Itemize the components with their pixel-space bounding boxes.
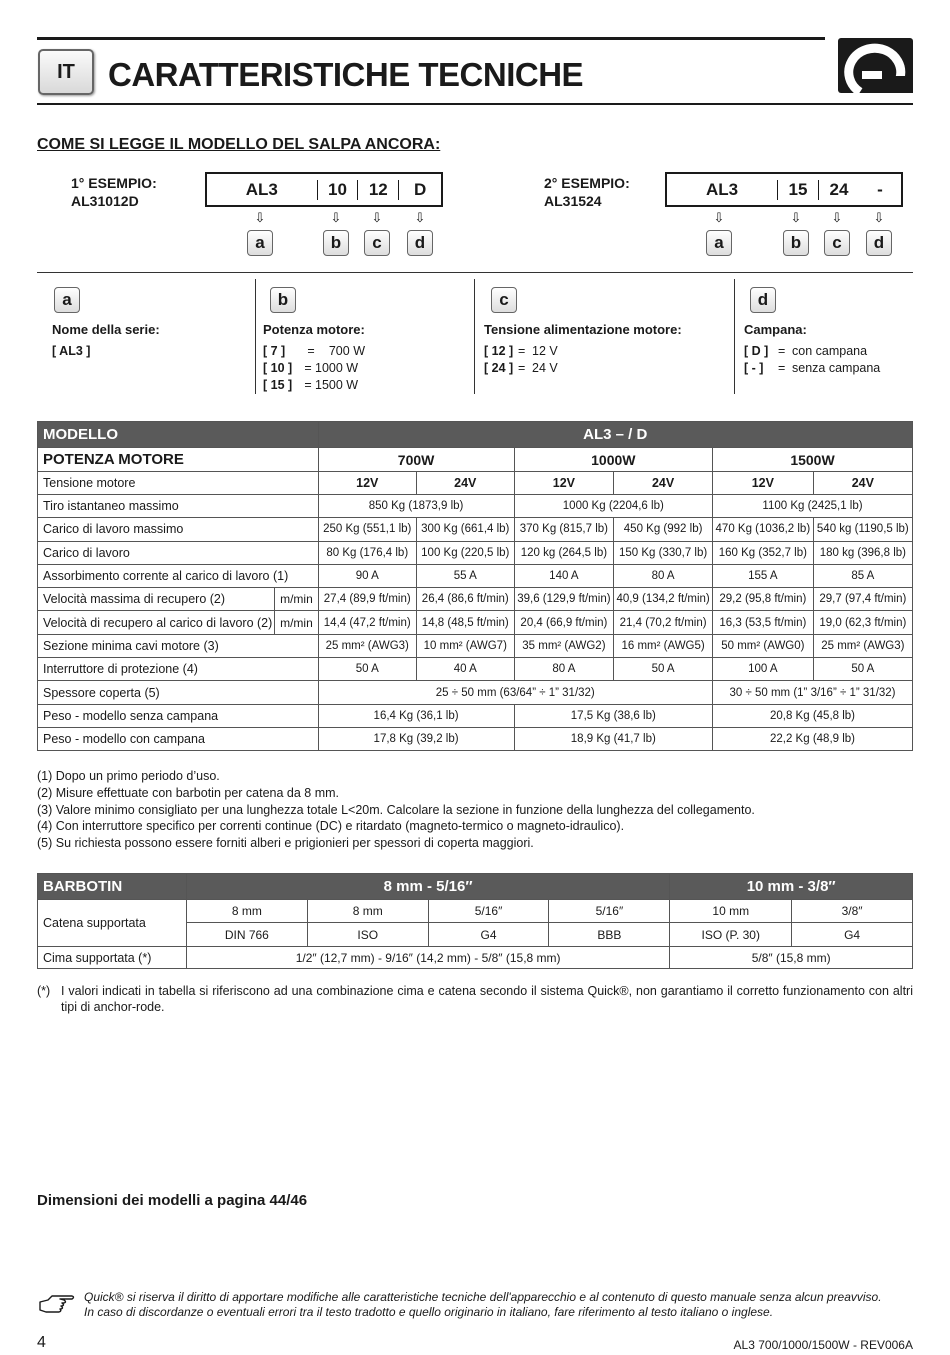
spec-cell: 150 Kg (330,7 lb) (614, 541, 713, 564)
down-arrow-icon: ⇩ (831, 210, 843, 225)
legend-b-rows (263, 343, 365, 394)
spec-cell: 180 kg (396,8 lb) (813, 541, 912, 564)
spec-table (37, 421, 913, 751)
key-a: a (247, 230, 273, 256)
voltage-header: Tensione motore (38, 472, 319, 495)
spec-cell: 25 mm² (AWG3) (813, 634, 912, 657)
chain-size: 8 mm (186, 900, 307, 923)
spec-cell: 14,4 (47,2 ft/min) (318, 611, 416, 634)
model-value: AL3 – / D (318, 422, 912, 448)
spec-cell: 120 kg (264,5 lb) (514, 541, 614, 564)
header-top-rule (37, 37, 825, 40)
power-value: 1000W (514, 448, 712, 472)
spec-cell: 80 Kg (176,4 lb) (318, 541, 416, 564)
spec-row-label: Peso - modello senza campana (38, 704, 319, 727)
spec-row (38, 588, 913, 611)
legend-row: [ 15 ] = 1500 W (263, 378, 359, 392)
key-b: b (783, 230, 809, 256)
spec-cell: 21,4 (70,2 ft/min) (614, 611, 713, 634)
key-c: c (364, 230, 390, 256)
spec-cell: 27,4 (89,9 ft/min) (318, 588, 416, 611)
spec-cell: 25 mm² (AWG3) (318, 634, 416, 657)
spec-cell: 50 A (813, 658, 912, 681)
example1-label: 1° ESEMPIO: AL31012D (71, 175, 157, 209)
spec-row-label: Assorbimento corrente al carico di lavoro (1) (38, 564, 319, 587)
spec-cell: 540 kg (1190,5 lb) (813, 518, 912, 541)
spec-row (38, 658, 913, 681)
barbotin-header-row (38, 874, 913, 900)
spec-cell: 18,9 Kg (41,7 lb) (514, 727, 712, 750)
footnote: I valori indicati in tabella si riferiscono ad una combinazione cima e catena secondo il sistema Quick®, non garantiamo il corretto funzionamento con altri tipi di anchor-rode. (61, 984, 913, 1014)
rope-8mm: 1/2″ (12,7 mm) - 9/16″ (14,2 mm) - 5/8″ (15,8 mm) (186, 947, 669, 969)
spec-row (38, 564, 913, 587)
voltage-value: 24V (813, 472, 912, 495)
key-b: b (323, 230, 349, 256)
spec-row-label: Carico di lavoro massimo (38, 518, 319, 541)
spec-cell: 20,8 Kg (45,8 lb) (713, 704, 913, 727)
spec-cell: 50 mm² (AWG0) (713, 634, 814, 657)
down-arrow-icon: ⇩ (371, 210, 383, 225)
power-value: 1500W (713, 448, 913, 472)
code-part: AL3 (705, 179, 739, 199)
power-value: 700W (318, 448, 514, 472)
spec-row-unit: m/min (275, 611, 318, 634)
spec-row-label: Interruttore di protezione (4) (38, 658, 319, 681)
spec-row (38, 634, 913, 657)
spec-row-label: Velocità di recupero al carico di lavoro (2) (38, 611, 275, 634)
spec-cell: 16,3 (53,5 ft/min) (713, 611, 814, 634)
spec-cell: 850 Kg (1873,9 lb) (318, 495, 514, 518)
spec-cell: 140 A (514, 564, 614, 587)
legend-b-title: Potenza motore: (263, 322, 365, 337)
legend-separator (255, 279, 256, 394)
spec-cell: 19,0 (62,3 ft/min) (813, 611, 912, 634)
rope-10mm: 5/8″ (15,8 mm) (670, 947, 913, 969)
down-arrow-icon: ⇩ (254, 210, 266, 225)
legend-key-d: d (750, 287, 776, 313)
header-bottom-rule (37, 103, 913, 105)
legend-row: [ 24 ] = 24 V (484, 361, 558, 375)
legend-key-b: b (270, 287, 296, 313)
code-part: AL3 (245, 179, 278, 199)
example2-label: 2° ESEMPIO: AL31524 (544, 175, 630, 209)
spec-cell: 1000 Kg (2204,6 lb) (514, 495, 712, 518)
chain-size: 5/16″ (549, 900, 670, 923)
voltage-value: 24V (614, 472, 713, 495)
spec-cell: 155 A (713, 564, 814, 587)
section-subtitle: COME SI LEGGE IL MODELLO DEL SALPA ANCORA: (37, 136, 441, 153)
power-row (38, 448, 913, 472)
voltage-value: 12V (713, 472, 814, 495)
legend-a-title: Nome della serie: (52, 322, 160, 337)
note: (1) Dopo un primo periodo d’uso. (37, 769, 220, 783)
spec-cell: 80 A (514, 658, 614, 681)
spec-cell: 29,7 (97,4 ft/min) (813, 588, 912, 611)
down-arrow-icon: ⇩ (873, 210, 885, 225)
spec-cell: 16 mm² (AWG5) (614, 634, 713, 657)
spec-cell: 250 Kg (551,1 lb) (318, 518, 416, 541)
language-badge: IT (38, 49, 94, 95)
chain-standard: G4 (792, 923, 913, 947)
legend-d-rows (744, 343, 880, 377)
spec-row (38, 704, 913, 727)
footnote-mark: (*) (37, 984, 51, 998)
legend-row: [ 7 ] = 700 W (263, 344, 365, 358)
voltage-row (38, 472, 913, 495)
example2-codebox (665, 172, 903, 207)
notes (37, 768, 755, 852)
chain-standard: ISO (P. 30) (670, 923, 792, 947)
quick-logo-icon (838, 38, 913, 93)
power-header: POTENZA MOTORE (38, 448, 319, 472)
chain-standard: DIN 766 (186, 923, 307, 947)
spec-cell: 10 mm² (AWG7) (416, 634, 514, 657)
barbotin-header: BARBOTIN (38, 874, 187, 900)
voltage-value: 12V (318, 472, 416, 495)
barbotin-10mm-header: 10 mm - 3/8″ (670, 874, 913, 900)
spec-cell: 160 Kg (352,7 lb) (713, 541, 814, 564)
chain-standard: BBB (549, 923, 670, 947)
legend-separator (734, 279, 735, 394)
chain-standard: ISO (307, 923, 428, 947)
code-part: 15 (788, 179, 808, 199)
spec-cell: 50 A (318, 658, 416, 681)
rope-label: Cima supportata (*) (38, 947, 187, 969)
spec-cell: 16,4 Kg (36,1 lb) (318, 704, 514, 727)
note: (2) Misure effettuate con barbotin per catena da 8 mm. (37, 785, 340, 800)
spec-row-unit: m/min (275, 588, 318, 611)
spec-cell: 30 ÷ 50 mm (1” 3/16” ÷ 1” 31/32) (713, 681, 913, 704)
code-part: D (413, 179, 427, 199)
legend-row: [ D ] = con campana (744, 344, 868, 358)
voltage-value: 12V (514, 472, 614, 495)
spec-cell: 25 ÷ 50 mm (63/64” ÷ 1” 31/32) (318, 681, 712, 704)
down-arrow-icon: ⇩ (414, 210, 426, 225)
down-arrow-icon: ⇩ (330, 210, 342, 225)
spec-row-label: Spessore coperta (5) (38, 681, 319, 704)
spec-row-label: Tiro istantaneo massimo (38, 495, 319, 518)
legend-c-rows (484, 343, 558, 377)
barbotin-table (37, 873, 913, 969)
spec-cell: 26,4 (86,6 ft/min) (416, 588, 514, 611)
spec-cell: 14,8 (48,5 ft/min) (416, 611, 514, 634)
key-d: d (866, 230, 892, 256)
legend-row: [ 10 ] = 1000 W (263, 361, 359, 375)
spec-cell: 20,4 (66,9 ft/min) (514, 611, 614, 634)
note: (3) Valore minimo consigliato per una lunghezza totale L<20m. Calcolare la sezione in funzione della lunghezza del collegamento. (37, 802, 755, 817)
spec-cell: 39,6 (129,9 ft/min) (514, 588, 614, 611)
spec-cell: 90 A (318, 564, 416, 587)
page-number: 4 (37, 1334, 46, 1351)
note: (4) Con interruttore specifico per correnti continue (DC) e ritardato (magneto-termico o magneto-idraulico). (37, 819, 625, 834)
key-c: c (824, 230, 850, 256)
spec-row (38, 518, 913, 541)
example1-codebox (205, 172, 443, 207)
spec-cell: 55 A (416, 564, 514, 587)
code-part: 10 (327, 179, 347, 199)
rope-row (38, 947, 913, 969)
key-a: a (706, 230, 732, 256)
legend-key-c: c (491, 287, 517, 313)
legend-row: [ - ] = senza campana (744, 361, 881, 375)
spec-cell: 35 mm² (AWG2) (514, 634, 614, 657)
legend-c-title: Tensione alimentazione motore: (484, 322, 682, 337)
legend-d-title: Campana: (744, 322, 807, 337)
spec-cell: 22,2 Kg (48,9 lb) (713, 727, 913, 750)
spec-cell: 17,8 Kg (39,2 lb) (318, 727, 514, 750)
key-d: d (407, 230, 433, 256)
down-arrow-icon: ⇩ (790, 210, 802, 225)
legend-row: [ 12 ] = 12 V (484, 344, 558, 358)
note: (5) Su richiesta possono essere forniti alberi e prigionieri per spessori di coperta maggiori. (37, 836, 534, 851)
spec-body (38, 495, 913, 751)
down-arrow-icon: ⇩ (713, 210, 725, 225)
spec-row (38, 611, 913, 634)
page-title: CARATTERISTICHE TECNICHE (108, 56, 584, 93)
spec-cell: 40,9 (134,2 ft/min) (614, 588, 713, 611)
barbotin-8mm-header: 8 mm - 5/16″ (186, 874, 669, 900)
legend-separator (474, 279, 475, 394)
spec-cell: 80 A (614, 564, 713, 587)
spec-cell: 450 Kg (992 lb) (614, 518, 713, 541)
chain-size: 10 mm (670, 900, 792, 923)
chain-size: 5/16″ (428, 900, 549, 923)
spec-cell: 100 Kg (220,5 lb) (416, 541, 514, 564)
document-reference: AL3 700/1000/1500W - REV006A (733, 1338, 913, 1352)
chain-size: 3/8″ (792, 900, 913, 923)
code-part: 24 (829, 179, 849, 199)
legend-key-a: a (54, 287, 80, 313)
legend-divider (37, 272, 913, 273)
chain-size: 8 mm (307, 900, 428, 923)
legend-a-row: [ AL3 ] (52, 344, 91, 358)
code-part: 12 (368, 179, 388, 199)
model-header: MODELLO (38, 422, 319, 448)
spec-cell: 470 Kg (1036,2 lb) (713, 518, 814, 541)
spec-cell: 100 A (713, 658, 814, 681)
spec-cell: 17,5 Kg (38,6 lb) (514, 704, 712, 727)
spec-row (38, 727, 913, 750)
spec-cell: 1100 Kg (2425,1 lb) (713, 495, 913, 518)
spec-row (38, 681, 913, 704)
spec-row (38, 495, 913, 518)
spec-cell: 40 A (416, 658, 514, 681)
spec-row (38, 541, 913, 564)
spec-cell: 29,2 (95,8 ft/min) (713, 588, 814, 611)
spec-cell: 370 Kg (815,7 lb) (514, 518, 614, 541)
disclaimer: Quick® si riserva il diritto di apportare modifiche alle caratteristiche tecniche dell'apparecchio e al contenuto di questo manuale senza alcun preavviso. In caso di discordanze o eventuali errori tra il testo tradotto e quello originario in italiano, fare riferimento al testo italiano o inglese. (84, 1290, 882, 1319)
spec-row-label: Velocità massima di recupero (2) (38, 588, 275, 611)
voltage-value: 24V (416, 472, 514, 495)
spec-header-row (38, 422, 913, 448)
spec-cell: 300 Kg (661,4 lb) (416, 518, 514, 541)
spec-cell: 50 A (614, 658, 713, 681)
spec-cell: 85 A (813, 564, 912, 587)
pointing-hand-icon (38, 1292, 76, 1316)
chain-standard: G4 (428, 923, 549, 947)
chain-size-row (38, 900, 913, 923)
code-part: - (877, 179, 883, 199)
spec-row-label: Peso - modello con campana (38, 727, 319, 750)
chain-label: Catena supportata (38, 900, 187, 947)
spec-row-label: Carico di lavoro (38, 541, 319, 564)
spec-row-label: Sezione minima cavi motore (3) (38, 634, 319, 657)
dimensions-note: Dimensioni dei modelli a pagina 44/46 (37, 1192, 308, 1209)
